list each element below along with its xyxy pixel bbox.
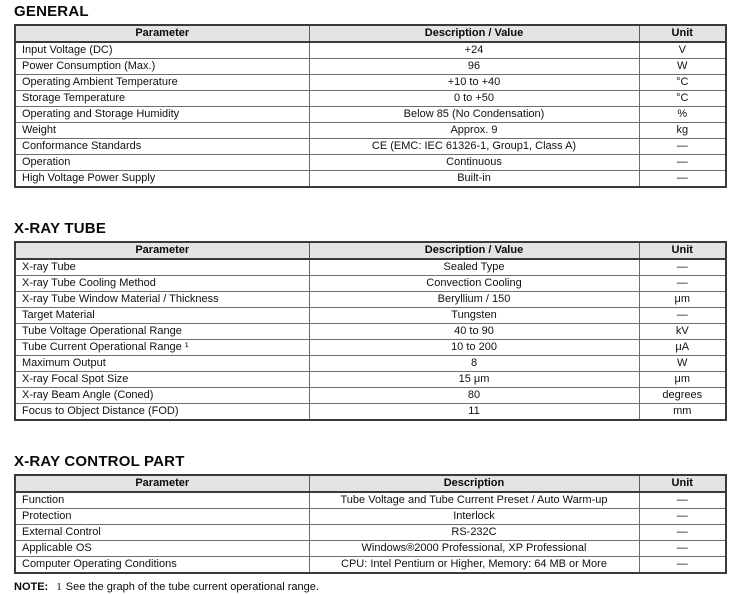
table-row <box>15 292 726 308</box>
cell-description: Sealed Type <box>309 259 639 276</box>
cell-description: Beryllium / 150 <box>309 292 639 308</box>
cell-unit: degrees <box>639 388 726 404</box>
cell-description: Interlock <box>309 509 639 525</box>
cell-parameter: Conformance Standards <box>15 139 309 155</box>
table-row <box>15 356 726 372</box>
table-row <box>15 525 726 541</box>
cell-description: 0 to +50 <box>309 91 639 107</box>
section-title-xray-control-part: X-RAY CONTROL PART <box>14 453 185 470</box>
table-row <box>15 171 726 188</box>
cell-unit: — <box>639 525 726 541</box>
cell-unit: — <box>639 492 726 509</box>
table-row <box>15 388 726 404</box>
header-row <box>15 25 726 42</box>
cell-description: Continuous <box>309 155 639 171</box>
table-row <box>15 123 726 139</box>
cell-unit: °C <box>639 91 726 107</box>
cell-unit: μA <box>639 340 726 356</box>
column-header-description: Description <box>309 475 639 492</box>
cell-unit: — <box>639 541 726 557</box>
cell-parameter: Input Voltage (DC) <box>15 42 309 59</box>
column-header-parameter: Parameter <box>15 242 309 259</box>
cell-description: CPU: Intel Pentium or Higher, Memory: 64 MB or More <box>309 557 639 574</box>
cell-unit: °C <box>639 75 726 91</box>
cell-parameter: Operating and Storage Humidity <box>15 107 309 123</box>
cell-parameter: Storage Temperature <box>15 91 309 107</box>
cell-parameter: X-ray Tube Cooling Method <box>15 276 309 292</box>
table-row <box>15 541 726 557</box>
cell-unit: V <box>639 42 726 59</box>
cell-parameter: High Voltage Power Supply <box>15 171 309 188</box>
cell-parameter: Protection <box>15 509 309 525</box>
table-row <box>15 324 726 340</box>
cell-description: +24 <box>309 42 639 59</box>
cell-parameter: Tube Voltage Operational Range <box>15 324 309 340</box>
header-row <box>15 475 726 492</box>
cell-description: Built-in <box>309 171 639 188</box>
column-header-unit: Unit <box>639 475 726 492</box>
cell-parameter: Focus to Object Distance (FOD) <box>15 404 309 421</box>
cell-description: 15 μm <box>309 372 639 388</box>
section-title-general: GENERAL <box>14 3 89 20</box>
table-row <box>15 75 726 91</box>
cell-description: Approx. 9 <box>309 123 639 139</box>
spec-document <box>14 3 727 594</box>
cell-unit: — <box>639 155 726 171</box>
column-header-parameter: Parameter <box>15 475 309 492</box>
cell-parameter: Operating Ambient Temperature <box>15 75 309 91</box>
column-header-unit: Unit <box>639 242 726 259</box>
table-row <box>15 139 726 155</box>
column-header-parameter: Parameter <box>15 25 309 42</box>
general-table-header <box>15 25 726 42</box>
section-xray-control-part <box>14 453 727 574</box>
cell-unit: — <box>639 259 726 276</box>
cell-description: 11 <box>309 404 639 421</box>
cell-parameter: X-ray Tube <box>15 259 309 276</box>
cell-parameter: X-ray Tube Window Material / Thickness <box>15 292 309 308</box>
cell-description: RS-232C <box>309 525 639 541</box>
table-row <box>15 340 726 356</box>
section-xray-tube <box>14 220 727 421</box>
table-row <box>15 42 726 59</box>
cell-description: 80 <box>309 388 639 404</box>
table-row <box>15 372 726 388</box>
cell-unit: — <box>639 509 726 525</box>
footnote-text: See the graph of the tube current operational range. <box>65 581 319 593</box>
general-table-body <box>15 42 726 187</box>
cell-parameter: Target Material <box>15 308 309 324</box>
header-row <box>15 242 726 259</box>
cell-parameter: Computer Operating Conditions <box>15 557 309 574</box>
cell-description: 8 <box>309 356 639 372</box>
table-row <box>15 509 726 525</box>
section-general <box>14 3 727 188</box>
cell-parameter: Power Consumption (Max.) <box>15 59 309 75</box>
cell-unit: μm <box>639 372 726 388</box>
cell-description: Below 85 (No Condensation) <box>309 107 639 123</box>
table-row <box>15 91 726 107</box>
table-row <box>15 308 726 324</box>
cell-parameter: X-ray Focal Spot Size <box>15 372 309 388</box>
cell-unit: μm <box>639 292 726 308</box>
xray-tube-table-header <box>15 242 726 259</box>
section-title-xray-tube: X-RAY TUBE <box>14 220 107 237</box>
cell-description: Tube Voltage and Tube Current Preset / Auto Warm-up <box>309 492 639 509</box>
cell-unit: W <box>639 59 726 75</box>
cell-description: 96 <box>309 59 639 75</box>
table-row <box>15 59 726 75</box>
footnote <box>14 581 727 594</box>
cell-unit: mm <box>639 404 726 421</box>
cell-parameter: X-ray Beam Angle (Coned) <box>15 388 309 404</box>
cell-unit: kV <box>639 324 726 340</box>
footnote-ref: 1 <box>56 581 62 593</box>
cell-unit: kg <box>639 123 726 139</box>
cell-unit: — <box>639 276 726 292</box>
table-row <box>15 259 726 276</box>
xray-tube-table <box>14 241 727 421</box>
cell-unit: W <box>639 356 726 372</box>
xray-control-table <box>14 474 727 574</box>
table-row <box>15 107 726 123</box>
xray-control-table-header <box>15 475 726 492</box>
column-header-description-value: Description / Value <box>309 25 639 42</box>
column-header-description-value: Description / Value <box>309 242 639 259</box>
table-row <box>15 155 726 171</box>
cell-description: +10 to +40 <box>309 75 639 91</box>
cell-unit: — <box>639 557 726 574</box>
cell-unit: — <box>639 171 726 188</box>
footnote-label: NOTE: <box>14 581 49 593</box>
table-row <box>15 276 726 292</box>
cell-description: 10 to 200 <box>309 340 639 356</box>
cell-description: Windows®2000 Professional, XP Professional <box>309 541 639 557</box>
cell-parameter: Operation <box>15 155 309 171</box>
cell-parameter: External Control <box>15 525 309 541</box>
table-row <box>15 557 726 574</box>
cell-parameter: Weight <box>15 123 309 139</box>
cell-parameter: Function <box>15 492 309 509</box>
cell-parameter: Applicable OS <box>15 541 309 557</box>
table-row <box>15 492 726 509</box>
cell-parameter: Tube Current Operational Range ¹ <box>15 340 309 356</box>
xray-tube-table-body <box>15 259 726 420</box>
xray-control-table-body <box>15 492 726 573</box>
cell-description: 40 to 90 <box>309 324 639 340</box>
general-table <box>14 24 727 188</box>
cell-description: Tungsten <box>309 308 639 324</box>
cell-unit: % <box>639 107 726 123</box>
cell-description: CE (EMC: IEC 61326-1, Group1, Class A) <box>309 139 639 155</box>
cell-description: Convection Cooling <box>309 276 639 292</box>
table-row <box>15 404 726 421</box>
cell-unit: — <box>639 139 726 155</box>
column-header-unit: Unit <box>639 25 726 42</box>
cell-unit: — <box>639 308 726 324</box>
cell-parameter: Maximum Output <box>15 356 309 372</box>
